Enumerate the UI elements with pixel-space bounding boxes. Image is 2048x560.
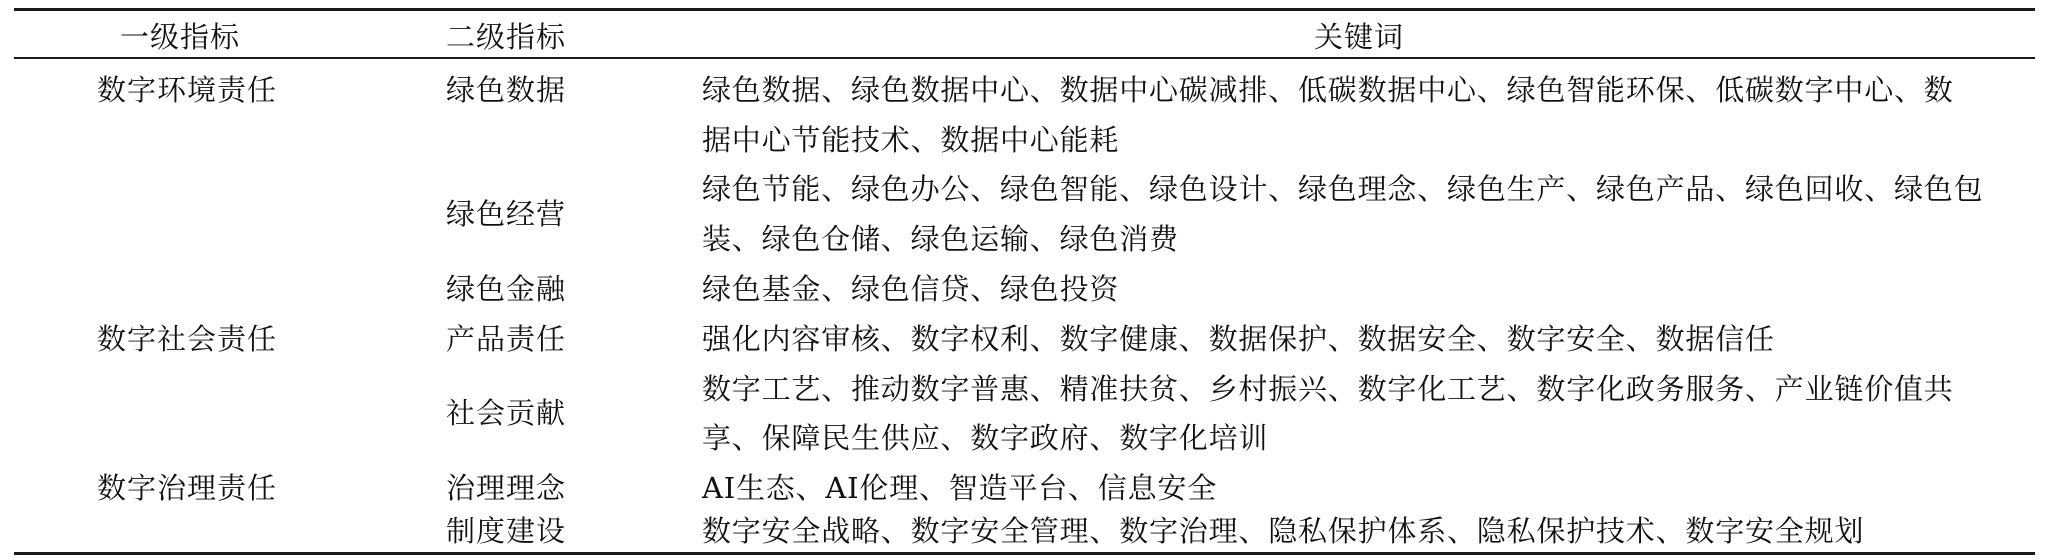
header-level1: 一级指标 <box>119 20 240 54</box>
level2-cell: 绿色经营 <box>446 197 567 231</box>
header-level2: 二级指标 <box>446 20 567 54</box>
keywords-cell-line: AI生态、AI伦理、智造平台、信息安全 <box>702 471 1217 505</box>
header-keywords: 关键词 <box>1314 20 1405 54</box>
level1-cell: 数字环境责任 <box>96 73 277 107</box>
keywords-cell-line: 数字工艺、推动数字普惠、精准扶贫、乡村振兴、数字化工艺、数字化政务服务、产业链价值共 <box>702 372 1954 406</box>
level2-cell: 绿色数据 <box>446 73 567 107</box>
keywords-cell-line: 强化内容审核、数字权利、数字健康、数据保护、数据安全、数字安全、数据信任 <box>702 322 1775 356</box>
keywords-cell-line: 绿色基金、绿色信贷、绿色投资 <box>702 272 1120 306</box>
indicator-table <box>14 8 2035 556</box>
table-top-rule <box>14 8 2035 11</box>
level1-cell: 数字治理责任 <box>96 471 277 505</box>
level2-cell: 绿色金融 <box>446 272 567 306</box>
keywords-cell-line: 据中心节能技术、数据中心能耗 <box>702 123 1120 157</box>
level2-cell: 社会贡献 <box>446 396 567 430</box>
table-header-rule <box>14 57 2035 59</box>
level2-cell: 治理理念 <box>446 471 567 505</box>
level2-cell: 产品责任 <box>446 322 567 356</box>
level2-cell: 制度建设 <box>446 514 567 548</box>
level1-cell: 数字社会责任 <box>96 322 277 356</box>
keywords-cell-line: 享、保障民生供应、数字政府、数字化培训 <box>702 421 1269 455</box>
keywords-cell-line: 装、绿色仓储、绿色运输、绿色消费 <box>702 222 1179 256</box>
keywords-cell-line: 绿色节能、绿色办公、绿色智能、绿色设计、绿色理念、绿色生产、绿色产品、绿色回收、绿色包 <box>702 172 1984 206</box>
keywords-cell-line: 绿色数据、绿色数据中心、数据中心碳减排、低碳数据中心、绿色智能环保、低碳数字中心、数 <box>702 73 1954 107</box>
keywords-cell-line: 数字安全战略、数字安全管理、数字治理、隐私保护体系、隐私保护技术、数字安全规划 <box>702 514 1865 548</box>
